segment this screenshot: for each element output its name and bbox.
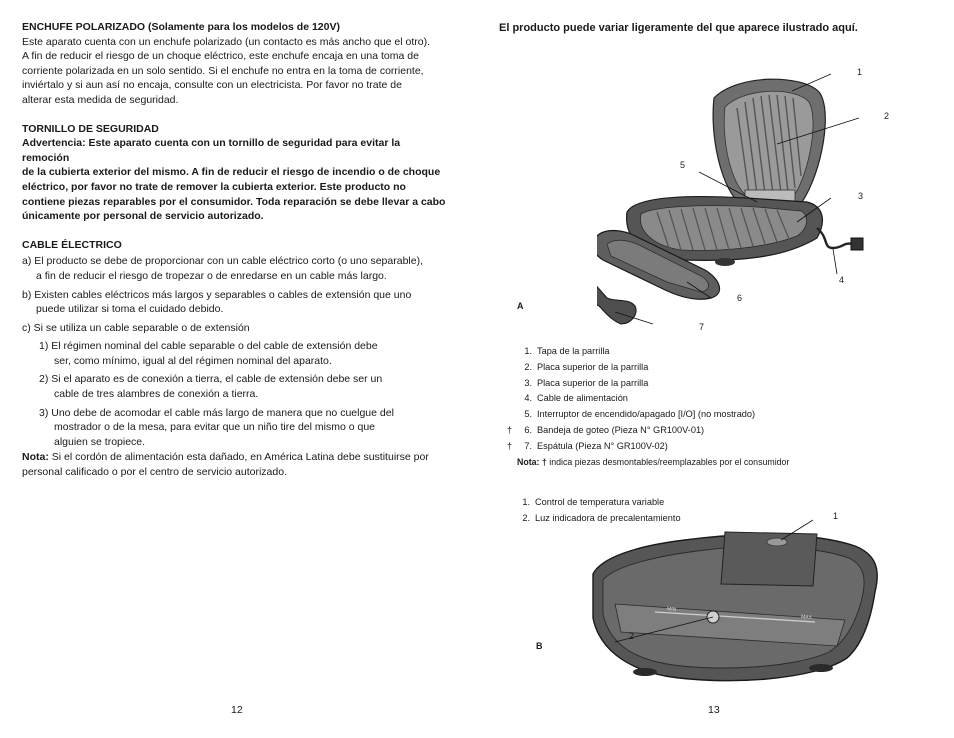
fig-b-callout-2: 2	[629, 631, 635, 641]
text-line: Este aparato cuenta con un enchufe polarizado (un contacto es más ancho que el otro).	[22, 35, 431, 48]
text-line: inviértalo y si aun así no encaja, consulte con un electricista. Por favor no trate de	[22, 79, 402, 92]
text-line: eléctrico, por favor no trate de remover la cubierta exterior. Este producto no	[22, 180, 406, 193]
legend-item: † 7. Espátula (Pieza N° GR100V-02)	[507, 440, 668, 451]
text-line: alterar esta medida de seguridad.	[22, 93, 179, 106]
cord-sub-2	[22, 372, 447, 401]
cord-note	[22, 450, 447, 479]
page-number-left: 12	[231, 704, 243, 716]
text-line: puede utilizar si toma el cuidado debido.	[36, 303, 224, 316]
page-number-right: 13	[708, 704, 720, 716]
polarized-plug-heading: ENCHUFE POLARIZADO (Solamente para los modelos de 120V)	[22, 21, 340, 33]
text-line: cable de tres alambres de conexión a tierra.	[54, 388, 259, 401]
fig-b-callout-1: 1	[833, 511, 839, 521]
fig-a-callout-7: 7	[699, 322, 705, 332]
text-line: 1) El régimen nominal del cable separable o del cable de extensión debe	[39, 340, 378, 353]
fig-a-callout-5: 5	[680, 160, 686, 170]
fig-a-callout-3: 3	[858, 191, 864, 201]
figure-b-letter: B	[536, 641, 543, 651]
fig-a-callout-6: 6	[737, 293, 743, 303]
text-line: mostrador o de la mesa, para evitar que un niño tire del mismo o que	[54, 421, 376, 434]
polarized-plug-paragraph	[22, 35, 447, 108]
dial-min-label: MIN	[666, 606, 677, 613]
cord-sub-1	[22, 339, 447, 368]
note-label: Nota: †	[517, 457, 547, 467]
legend-item: † 6. Bandeja de goteo (Pieza N° GR100V-01)	[507, 424, 705, 435]
cord-item-a	[22, 254, 447, 283]
legend-item: 4. Cable de alimentación	[524, 393, 628, 404]
legend-item: 3. Placa superior de la parrilla	[524, 377, 649, 388]
text-line: b) Existen cables eléctricos más largos y separables o cables de extensión que uno	[22, 288, 412, 301]
text-line: ser, como mínimo, igual al del régimen nominal del aparato.	[54, 354, 332, 367]
legend-item: 5. Interruptor de encendido/apagado [I/O] (no mostrado)	[524, 409, 756, 420]
cord-sub-3	[22, 406, 447, 450]
text-line: 3) Uno debe de acomodar el cable más largo de manera que no cuelgue del	[39, 406, 394, 419]
safety-screw-paragraph	[22, 136, 447, 224]
text-line: a fin de reducir el riesgo de tropezar o de enredarse en un cable más largo.	[36, 269, 387, 282]
text-line: contiene piezas reparables por el consumidor. Toda reparación se debe llevar a cabo	[22, 195, 446, 208]
cord-item-b	[22, 288, 447, 317]
cord-item-c: c) Si se utiliza un cable separable o de extensión	[22, 321, 250, 334]
power-cord-heading: CABLE ÉLECTRICO	[22, 238, 122, 251]
text-line: Si el cordón de alimentación esta dañado, en América Latina debe sustituirse por	[48, 451, 429, 464]
fig-a-callout-1: 1	[857, 67, 863, 77]
figure-a-legend	[507, 344, 755, 455]
text-line: alguien se tropiece.	[54, 435, 146, 448]
text-line: corriente polarizada en un solo sentido. Si el enchufe no entra en la toma de corriente,	[22, 64, 424, 77]
text-line: 2) Si el aparato es de conexión a tierra, el cable de extensión debe ser un	[39, 373, 383, 386]
note-label: Nota:	[22, 451, 49, 464]
legend-item: 2. Placa superior de la parrilla	[524, 361, 649, 372]
legend-item: 1. Tapa de la parrilla	[524, 346, 610, 356]
text-line: de la cubierta exterior del mismo. A fin de reducir el riesgo de incendio o de choque	[22, 166, 441, 179]
note-text: indica piezas desmontables/reemplazables por el consumidor	[546, 457, 790, 467]
left-text-column	[22, 20, 447, 480]
legend-item: 2. Luz indicadora de precalentamiento	[522, 512, 681, 523]
grill-closed-illustration	[585, 518, 885, 694]
dial-max-label: MAX	[800, 614, 813, 621]
text-line: únicamente por personal de servicio autorizado.	[22, 210, 264, 223]
text-line: Advertencia: Este aparato cuenta con un tornillo de seguridad para evitar la remoción	[22, 137, 401, 164]
fig-a-callout-4: 4	[839, 275, 845, 285]
safety-screw-heading: TORNILLO DE SEGURIDAD	[22, 122, 159, 135]
right-page	[477, 0, 954, 738]
legend-item: 1. Control de temperatura variable	[522, 497, 665, 507]
fig-a-callout-2: 2	[884, 111, 890, 121]
text-line: personal calificado o por el centro de servicio autorizado.	[22, 466, 287, 479]
text-line: a) El producto se debe de proporcionar con un cable eléctrico corto (o uno separable),	[22, 255, 423, 268]
figure-a-letter: A	[517, 301, 524, 311]
variation-notice: El producto puede variar ligeramente del que aparece ilustrado aquí.	[499, 22, 858, 34]
text-line: A fin de reducir el riesgo de un choque eléctrico, este enchufe encaja en una toma de	[22, 50, 419, 63]
figure-a-note	[517, 455, 789, 471]
